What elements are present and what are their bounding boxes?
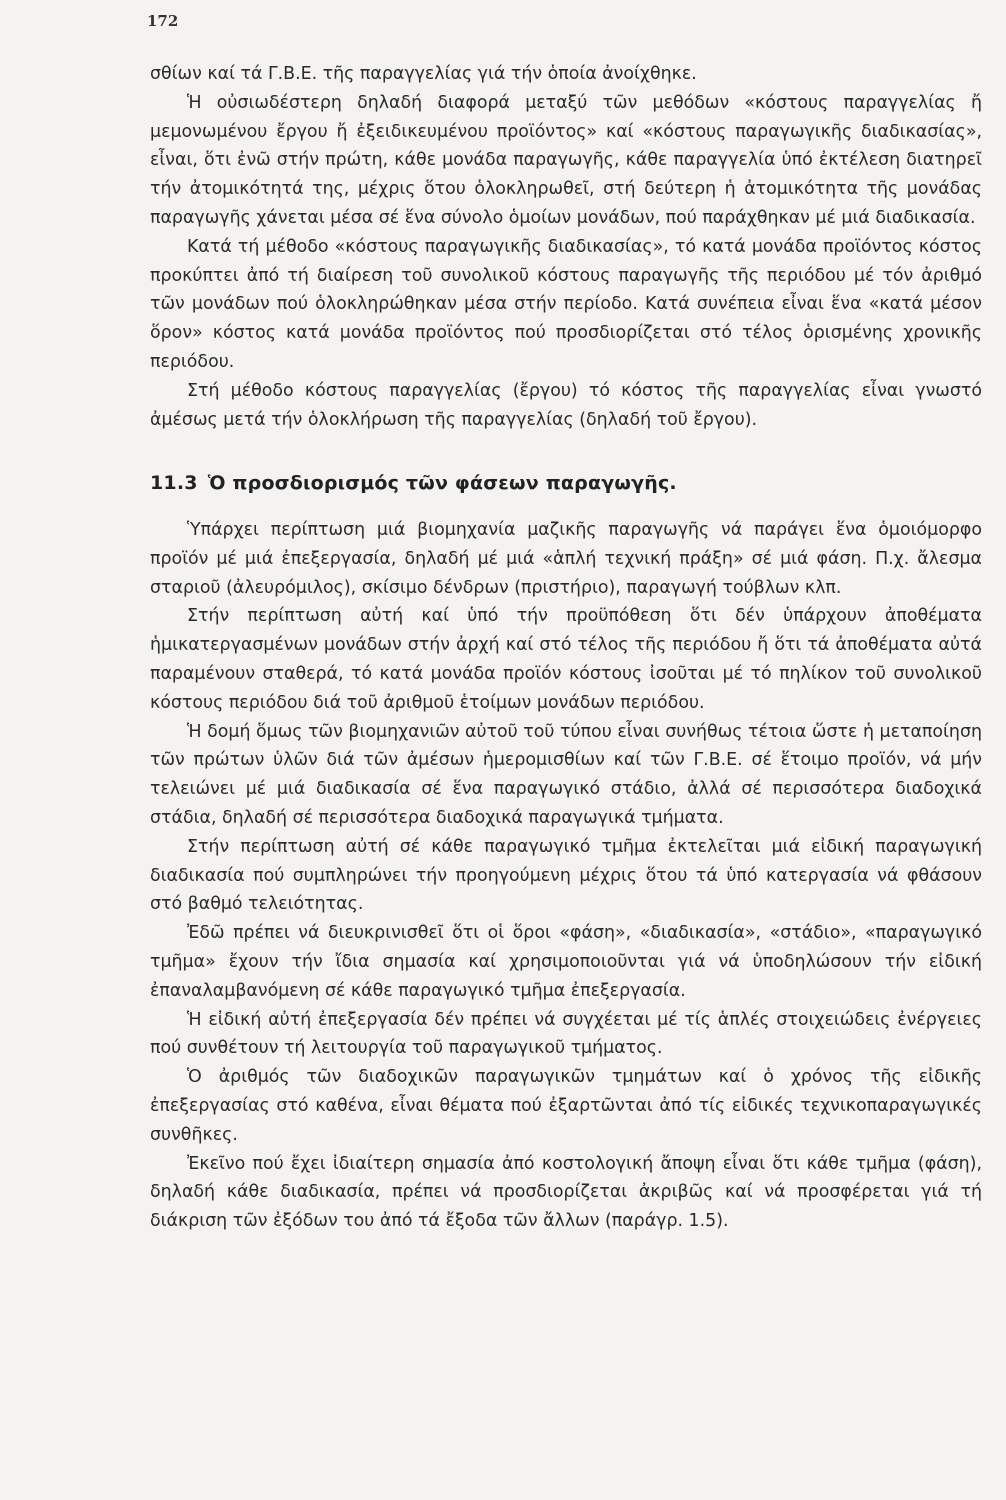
section-text	[150, 516, 982, 1236]
page-number: 172	[147, 12, 179, 30]
paragraph: Στήν περίπτωση αὐτή σέ κάθε παραγωγικό τμῆμα ἐκτελεῖται μιά εἰδική παραγωγική διαδικασία πού συμπληρώνει τήν προηγούμενη μέχρις ὅτου τά ὑπό κατεργασία νά φθάσουν στό βαθμό τελειότητας.	[150, 836, 982, 915]
paragraph: Ἐδῶ πρέπει νά διευκρινισθεῖ ὅτι οἱ ὅροι «φάση», «διαδικασία», «στάδιο», «παραγωγικό τμῆμα» ἔχουν τήν ἴδια σημασία καί χρησιμοποιοῦνται γιά νά ὑποδηλώσουν τήν εἰδική ἐπαναλαμβανόμενη σέ κάθε παραγωγικό τμῆμα ἐπεξεργασία.	[150, 923, 982, 1001]
paragraph: Κατά τή μέθοδο «κόστους παραγωγικῆς διαδικασίας», τό κατά μονάδα προϊόντος κόστος προκύπτει ἀπό τή διαίρεση τοῦ συνολικοῦ κόστους παραγωγῆς τῆς περιόδου μέ τόν ἀριθμό τῶν μονάδων πού ὁλοκληρώθηκαν μέσα στήν περίοδο. Κατά συνέπεια εἶναι ἕνα «κατά μέσον ὅρον» κόστος κατά μονάδα προϊόντος πού προσδιορίζεται στό τέλος ὁρισμένης χρονικῆς περιόδου.	[150, 236, 982, 372]
section-heading	[150, 472, 982, 494]
section-number: 11.3	[150, 472, 198, 494]
section-title: Ὁ προσδιορισμός τῶν φάσεων παραγωγῆς.	[207, 472, 677, 494]
paragraph: Ἡ δομή ὅμως τῶν βιομηχανιῶν αὐτοῦ τοῦ τύπου εἶναι συνήθως τέτοια ὥστε ἡ μεταποίηση τῶν πρώτων ὑλῶν διά τῶν ἀμέσων ἡμερομισθίων καί τῶν Γ.Β.Ε. σέ ἕτοιμο προϊόν, νά μήν τελειώνει μέ μιά διαδικασία σέ ἕνα παραγωγικό στάδιο, ἀλλά σέ περισσότερα διαδοχικά στάδια, δηλαδή σέ περισσότερα διαδοχικά παραγωγικά τμήματα.	[150, 721, 982, 828]
intro-text	[150, 60, 982, 434]
paragraph: Στή μέθοδο κόστους παραγγελίας (ἔργου) τό κόστος τῆς παραγγελίας εἶναι γνωστό ἀμέσως μετά τήν ὁλοκλήρωση τῆς παραγγελίας (δηλαδή τοῦ ἔργου).	[150, 380, 982, 430]
paragraph: Ὑπάρχει περίπτωση μιά βιομηχανία μαζικῆς παραγωγῆς νά παράγει ἕνα ὁμοιόμορφο προϊόν μέ μιά ἐπεξεργασία, δηλαδή μέ μιά «ἁπλή τεχνική πράξη» σέ μιά φάση. Π.χ. ἄλεσμα σταριοῦ (ἀλευρόμιλος), σκίσιμο δένδρων (πριστήριο), παραγωγή τούβλων κλπ.	[150, 520, 982, 598]
continuation-line: σθίων καί τά Γ.Β.Ε. τῆς παραγγελίας γιά τήν ὁποία ἀνοίχθηκε.	[150, 64, 697, 84]
paragraph: Ἡ εἰδική αὐτή ἐπεξεργασία δέν πρέπει νά συγχέεται μέ τίς ἁπλές στοιχειώδεις ἐνέργειες πού συνθέτουν τή λειτουργία τοῦ παραγωγικοῦ τμήματος.	[150, 1009, 982, 1059]
paragraph: Ἡ οὐσιωδέστερη δηλαδή διαφορά μεταξύ τῶν μεθόδων «κόστους παραγγελίας ἤ μεμονωμένου ἔργου ἤ ἐξειδικευμένου προϊόντος» καί «κόστους παραγωγικῆς διαδικασίας», εἶναι, ὅτι ἐνῶ στήν πρώτη, κάθε μονάδα παραγωγῆς, κάθε παραγγελία ὑπό ἐκτέλεση διατηρεῖ τήν ἀτομικότητά της, μέχρις ὅτου ὁλοκληρωθεῖ, στή δεύτερη ἡ ἀτομικότητα τῆς μονάδας παραγωγῆς χάνεται μέσα σέ ἕνα σύνολο ὁμοίων μονάδων, πού παράχθηκαν μέ μιά διαδικασία.	[150, 92, 982, 228]
paragraph: Ἐκεῖνο πού ἔχει ἰδιαίτερη σημασία ἀπό κοστολογική ἄποψη εἶναι ὅτι κάθε τμῆμα (φάση), δηλαδή κάθε διαδικασία, πρέπει νά προσδιορίζεται ἀκριβῶς καί νά προσφέρεται γιά τή διάκριση τῶν ἐξόδων του ἀπό τά ἔξοδα τῶν ἄλλων (παράγρ. 1.5).	[150, 1153, 982, 1232]
paragraph: Στήν περίπτωση αὐτή καί ὑπό τήν προϋπόθεση ὅτι δέν ὑπάρχουν ἀποθέματα ἡμικατεργασμένων μονάδων στήν ἀρχή καί στό τέλος τῆς περιόδου ἤ ὅτι τά ἀποθέματα αὐτά παραμένουν σταθερά, τό κατά μονάδα προϊόν κόστους ἰσοῦται μέ τό πηλίκον τοῦ συνολικοῦ κόστους περιόδου διά τοῦ ἀριθμοῦ ἑτοίμων μονάδων περιόδου.	[150, 606, 982, 713]
paragraph: Ὁ ἀριθμός τῶν διαδοχικῶν παραγωγικῶν τμημάτων καί ὁ χρόνος τῆς εἰδικῆς ἐπεξεργασίας στό καθένα, εἶναι θέματα πού ἐξαρτῶνται ἀπό τίς εἰδικές τεχνικοπαραγωγικές συνθῆκες.	[150, 1067, 982, 1145]
